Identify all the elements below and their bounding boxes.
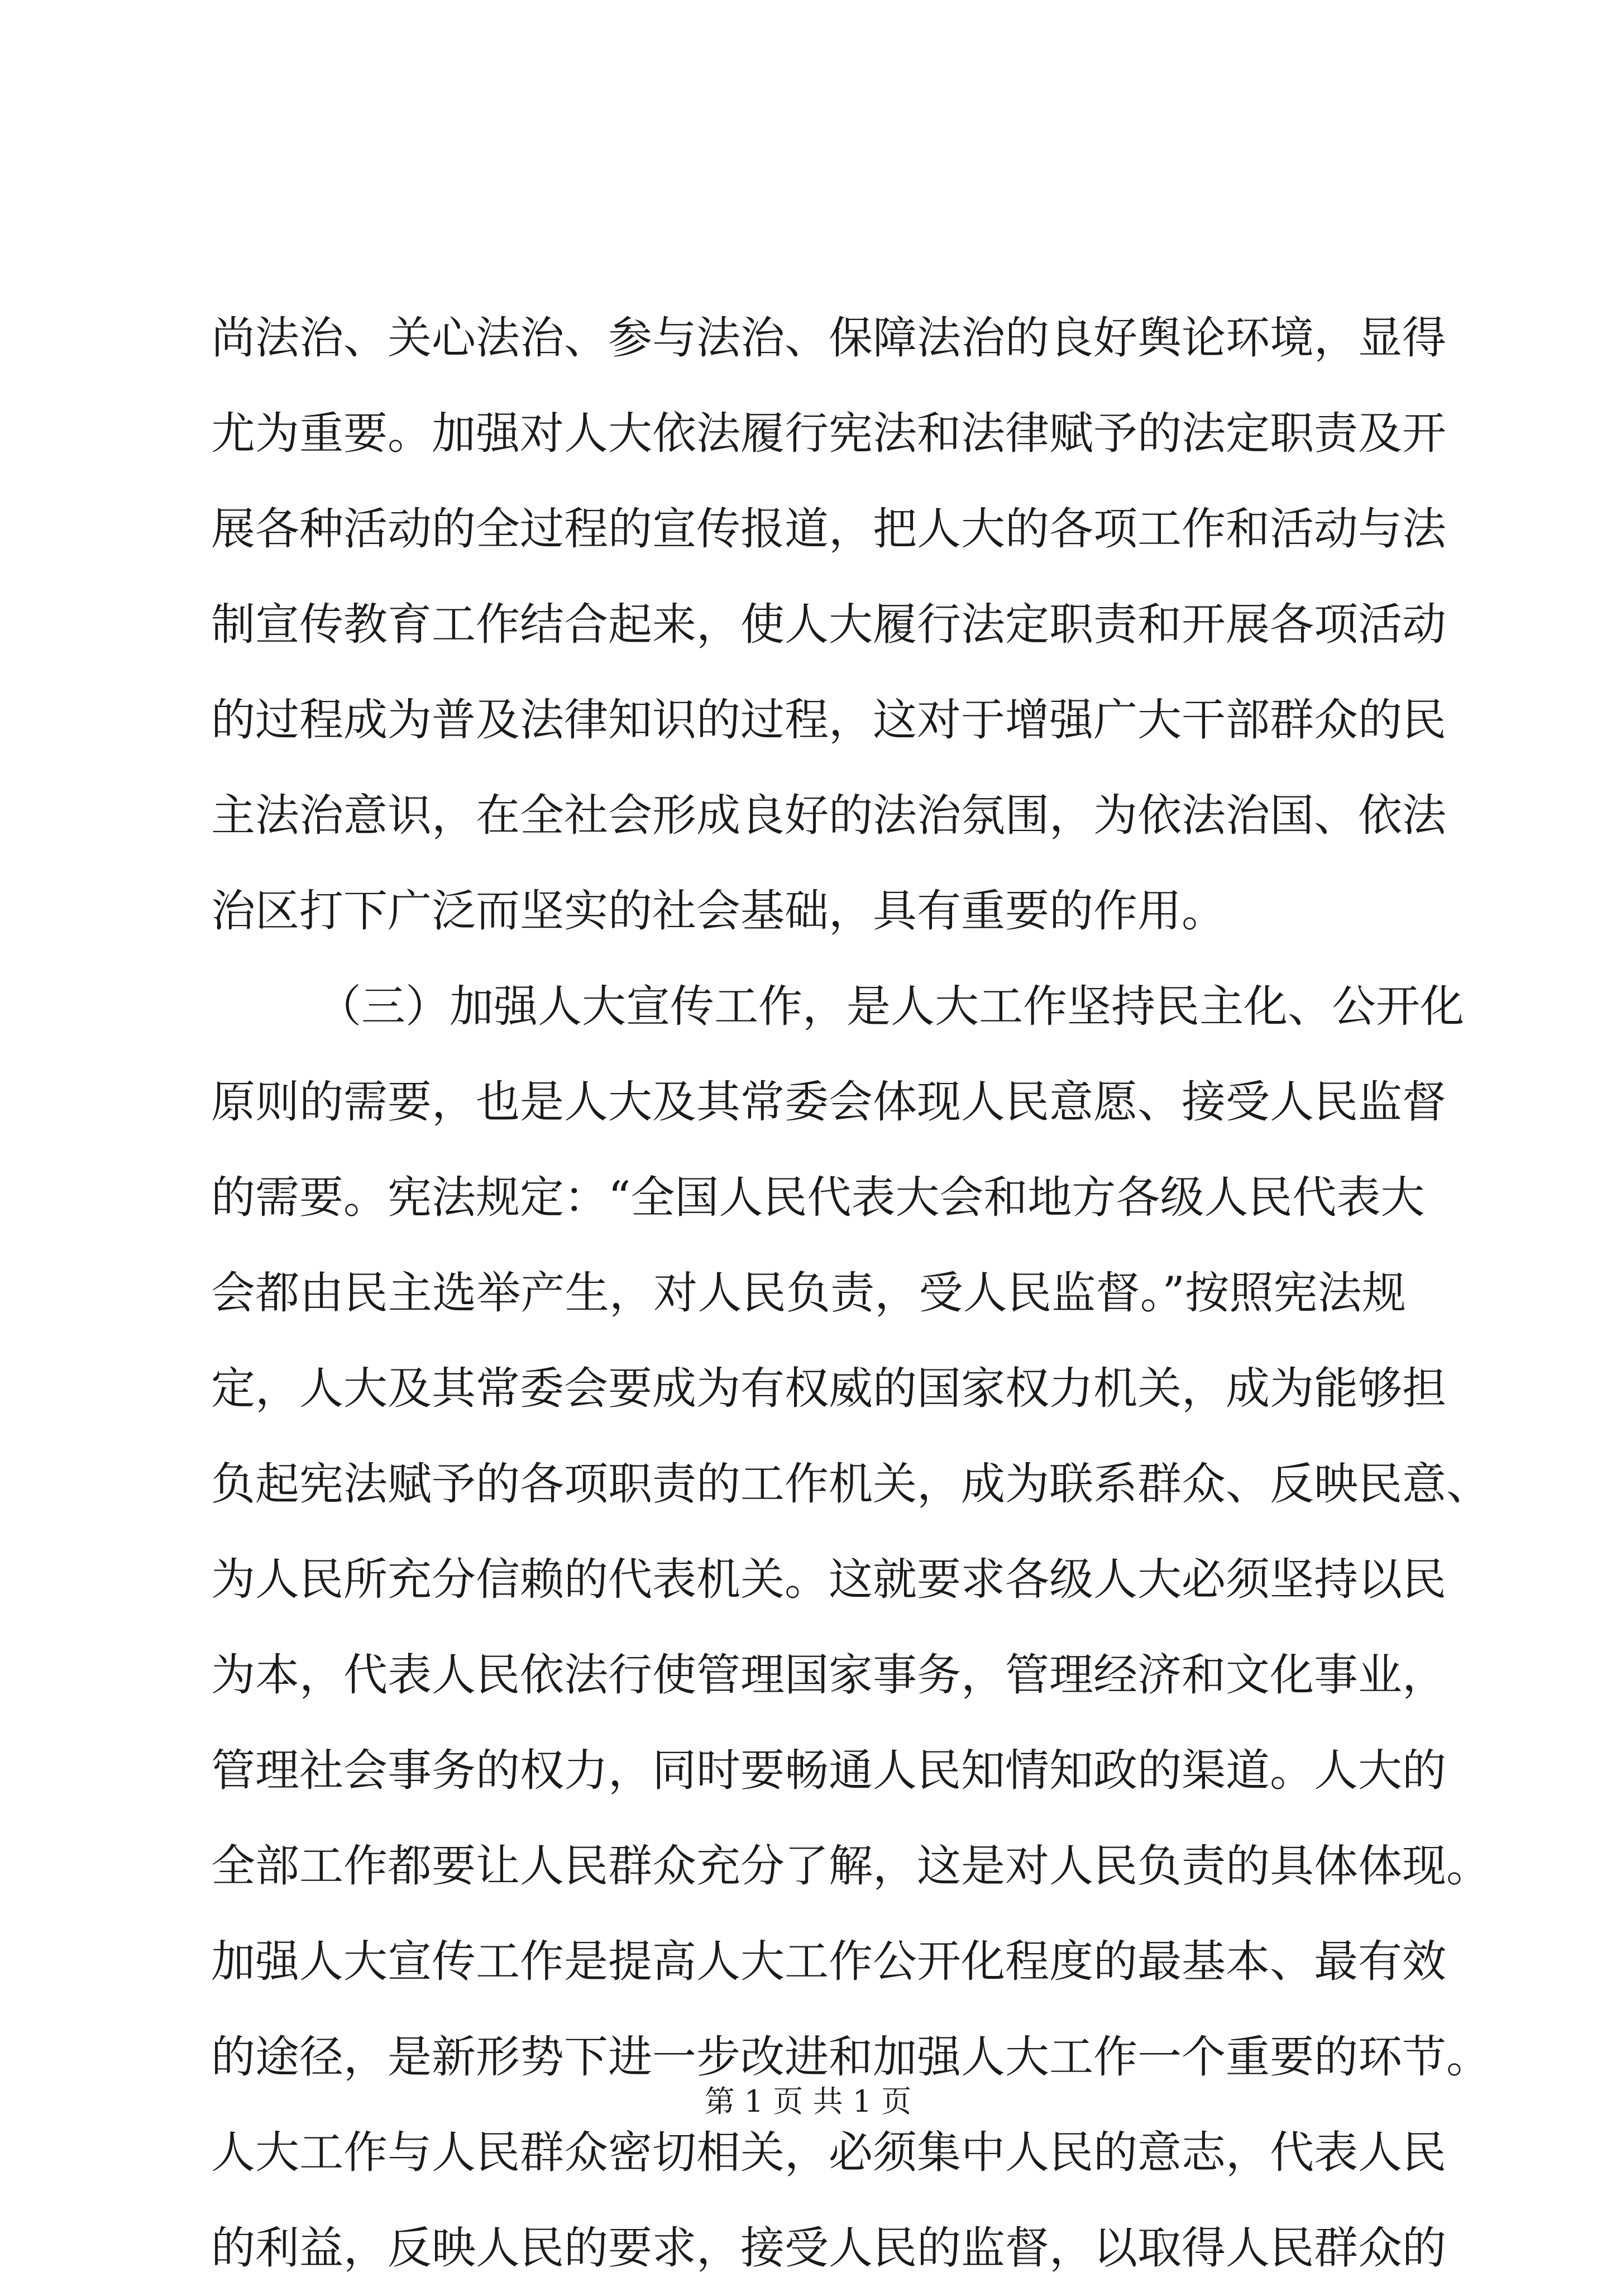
- body-text: [211, 290, 1490, 2296]
- text-line: 制宣传教育工作结合起来，使人大履行法定职责和开展各项活动: [211, 599, 1446, 650]
- text-line: 尤为重要。加强对人大依法履行宪法和法律赋予的法定职责及开: [211, 408, 1446, 459]
- text-line: 展各种活动的全过程的宣传报道，把人大的各项工作和活动与法: [211, 503, 1446, 555]
- text-line: 定，人大及其常委会要成为有权威的国家权力机关，成为能够担: [211, 1363, 1446, 1414]
- text-line: 全部工作都要让人民群众充分了解，这是对人民负责的具体体现。: [211, 1840, 1490, 1892]
- text-line: 的利益，反映人民的要求，接受人民的监督，以取得人民群众的: [211, 2222, 1446, 2274]
- text-line: 主法治意识，在全社会形成良好的法治氛围，为依法治国、依法: [211, 790, 1446, 841]
- text-line: 治区打下广泛而坚实的社会基础，具有重要的作用。: [211, 885, 1226, 937]
- text-line: 原则的需要，也是人大及其常委会体现人民意愿、接受人民监督: [211, 1076, 1446, 1128]
- text-line: 会都由民主选举产生，对人民负责，受人民监督。”按照宪法规: [211, 1267, 1406, 1319]
- page-footer: [0, 2082, 1616, 2121]
- text-line: 人大工作与人民群众密切相关，必须集中人民的意志，代表人民: [211, 2127, 1446, 2178]
- text-line: 管理社会事务的权力，同时要畅通人民知情知政的渠道。人大的: [211, 1745, 1446, 1796]
- text-line: 的途径，是新形势下进一步改进和加强人大工作一个重要的环节。: [211, 2031, 1490, 2083]
- text-line: 负起宪法赋予的各项职责的工作机关，成为联系群众、反映民意、: [211, 1458, 1490, 1510]
- text-line: 尚法治、关心法治、参与法治、保障法治的良好舆论环境，显得: [211, 312, 1446, 364]
- text-line: 为人民所充分信赖的代表机关。这就要求各级人大必须坚持以民: [211, 1554, 1446, 1605]
- text-line: 为本，代表人民依法行使管理国家事务，管理经济和文化事业，: [211, 1649, 1446, 1701]
- text-line: 的需要。宪法规定：“全国人民代表大会和地方各级人民代表大: [211, 1172, 1425, 1223]
- text-line: 加强人大宣传工作是提高人大工作公开化程度的最基本、最有效: [211, 1936, 1446, 1987]
- page-number: 第 1 页 共 1 页: [704, 2084, 912, 2119]
- text-line: 的过程成为普及法律知识的过程，这对于增强广大干部群众的民: [211, 694, 1446, 746]
- paragraph-start-line: （三）加强人大宣传工作，是人大工作坚持民主化、公开化: [317, 981, 1464, 1032]
